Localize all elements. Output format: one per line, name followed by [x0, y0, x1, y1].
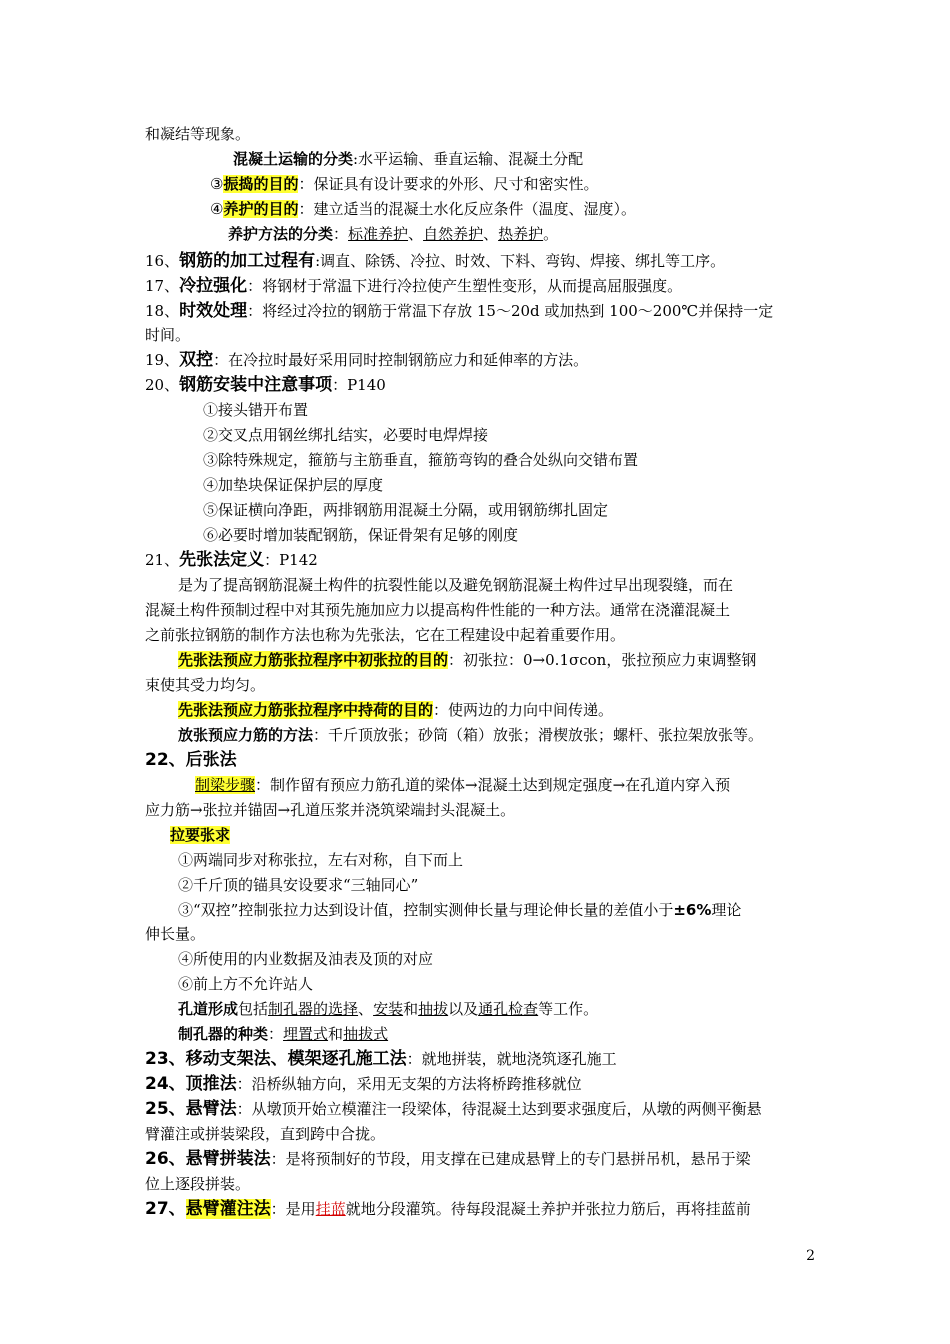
text-line	[170, 823, 810, 847]
text-line: 先张法预应力筋张拉程序中初张拉的目的：初张拉：0→0.1σcon，张拉预应力束调整钢	[178, 651, 757, 669]
list-item: ③除特殊规定，箍筋与主筋垂直，箍筋弯钩的叠合处纵向交错布置	[203, 451, 639, 469]
text-line: 混凝土构件预制过程中对其预先施加应力以提高构件性能的一种方法。通常在浇灌混凝土	[145, 601, 731, 619]
section-19: 19、双控：在冷拉时最好采用同时控制钢筋应力和延伸率的方法。	[145, 350, 589, 370]
text-line: 应力筋→张拉并锚固→孔道压浆并浇筑梁端封头混凝土。	[145, 801, 516, 819]
list-item: ②交叉点用钢丝绑扎结实，必要时电焊焊接	[203, 426, 489, 444]
highlight-term: 悬臂灌注法	[185, 1199, 271, 1219]
text-line: 制梁步骤：制作留有预应力筋孔道的梁体→混凝土达到规定强度→在孔道内穿入预	[195, 776, 731, 794]
section-25: 25、悬臂法：从墩顶开始立模灌注一段梁体，待混凝土达到要求强度后，从墩的两侧平衡悬	[145, 1099, 762, 1119]
list-item: ②千斤顶的锚具安设要求“三轴同心”	[178, 876, 419, 894]
highlight-term: 制梁步骤	[195, 776, 256, 794]
section-16: 16、钢筋的加工过程有:调直、除锈、冷拉、时效、下料、弯钩、焊接、绑扎等工序。	[145, 251, 726, 271]
list-item: ⑥前上方不允许站人	[178, 975, 314, 993]
text-line: 伸长量。	[145, 925, 206, 943]
text-line: 孔道形成包括制孔器的选择、安装和抽拔以及通孔检查等工作。	[178, 1000, 599, 1018]
list-item: ④所使用的内业数据及油表及顶的对应	[178, 950, 434, 968]
section-22: 22、后张法	[145, 750, 237, 770]
highlight-term: 拉要张求	[170, 826, 231, 844]
text-line: 束使其受力均匀。	[145, 676, 266, 694]
text-line: ③振捣的目的：保证具有设计要求的外形、尺寸和密实性。	[210, 175, 599, 193]
highlight-term: 振捣的目的	[223, 175, 299, 193]
section-23: 23、移动支架法、模架逐孔施工法：就地拼装，就地浇筑逐孔施工	[145, 1049, 617, 1069]
text-line: 放张预应力筋的方法：千斤顶放张；砂筒（箱）放张；滑楔放张；螺杆、张拉架放张等。	[178, 726, 764, 744]
section-24: 24、顶推法：沿桥纵轴方向，采用无支架的方法将桥跨推移就位	[145, 1074, 582, 1094]
list-item: ⑤保证横向净距，两排钢筋用混凝土分隔，或用钢筋绑扎固定	[203, 501, 609, 519]
page-number: 2	[806, 1248, 815, 1264]
text-line: 位上逐段拼装。	[145, 1175, 251, 1193]
text-line: 是为了提高钢筋混凝土构件的抗裂性能以及避免钢筋混凝土构件过早出现裂缝，而在	[178, 576, 734, 594]
text-line: ④养护的目的：建立适当的混凝土水化反应条件（温度、湿度）。	[210, 200, 636, 218]
section-17: 17、冷拉强化：将钢材于常温下进行冷拉使产生塑性变形，从而提高屈服强度。	[145, 276, 683, 296]
text-line: 混凝土运输的分类:水平运输、垂直运输、混凝土分配	[233, 150, 584, 168]
list-item: ③“双控”控制张拉力达到设计值，控制实测伸长量与理论伸长量的差值小于±6%理论	[178, 901, 742, 919]
text-line: 先张法预应力筋张拉程序中持荷的目的：使两边的力向中间传递。	[178, 701, 614, 719]
list-item: ⑥必要时增加装配钢筋，保证骨架有足够的刚度	[203, 526, 519, 544]
section-20: 20、钢筋安装中注意事项：P140	[145, 375, 386, 395]
red-term: 挂蓝	[315, 1200, 346, 1218]
highlight-term: 先张法预应力筋张拉程序中初张拉的目的	[178, 651, 449, 669]
text-line: 之前张拉钢筋的制作方法也称为先张法，它在工程建设中起着重要作用。	[145, 626, 626, 644]
section-18: 18、时效处理：将经过冷拉的钢筋于常温下存放 15～20d 或加热到 100～200℃并保持一定	[145, 301, 774, 321]
highlight-term: 先张法预应力筋张拉程序中持荷的目的	[178, 701, 434, 719]
section-26: 26、悬臂拼装法：是将预制好的节段，用支撑在已建成悬臂上的专门悬拼吊机，悬吊于梁	[145, 1149, 751, 1169]
highlight-term: 养护的目的	[223, 200, 299, 218]
text-line: 和凝结等现象。	[145, 125, 251, 143]
text-line: 制孔器的种类：埋置式和抽拔式	[178, 1025, 389, 1043]
text-line: 臂灌注或拼装梁段，直到跨中合拢。	[145, 1125, 386, 1143]
list-item: ①接头错开布置	[203, 401, 309, 419]
text-line: 时间。	[145, 326, 191, 344]
list-item: ①两端同步对称张拉，左右对称，自下而上	[178, 851, 464, 869]
section-27: 27、悬臂灌注法：是用挂蓝就地分段灌筑。待每段混凝土养护并张拉力筋后，再将挂蓝前	[145, 1199, 751, 1219]
section-21: 21、先张法定义：P142	[145, 550, 318, 570]
text-line: 养护方法的分类：标准养护、自然养护、热养护。	[228, 225, 559, 243]
list-item: ④加垫块保证保护层的厚度	[203, 476, 384, 494]
